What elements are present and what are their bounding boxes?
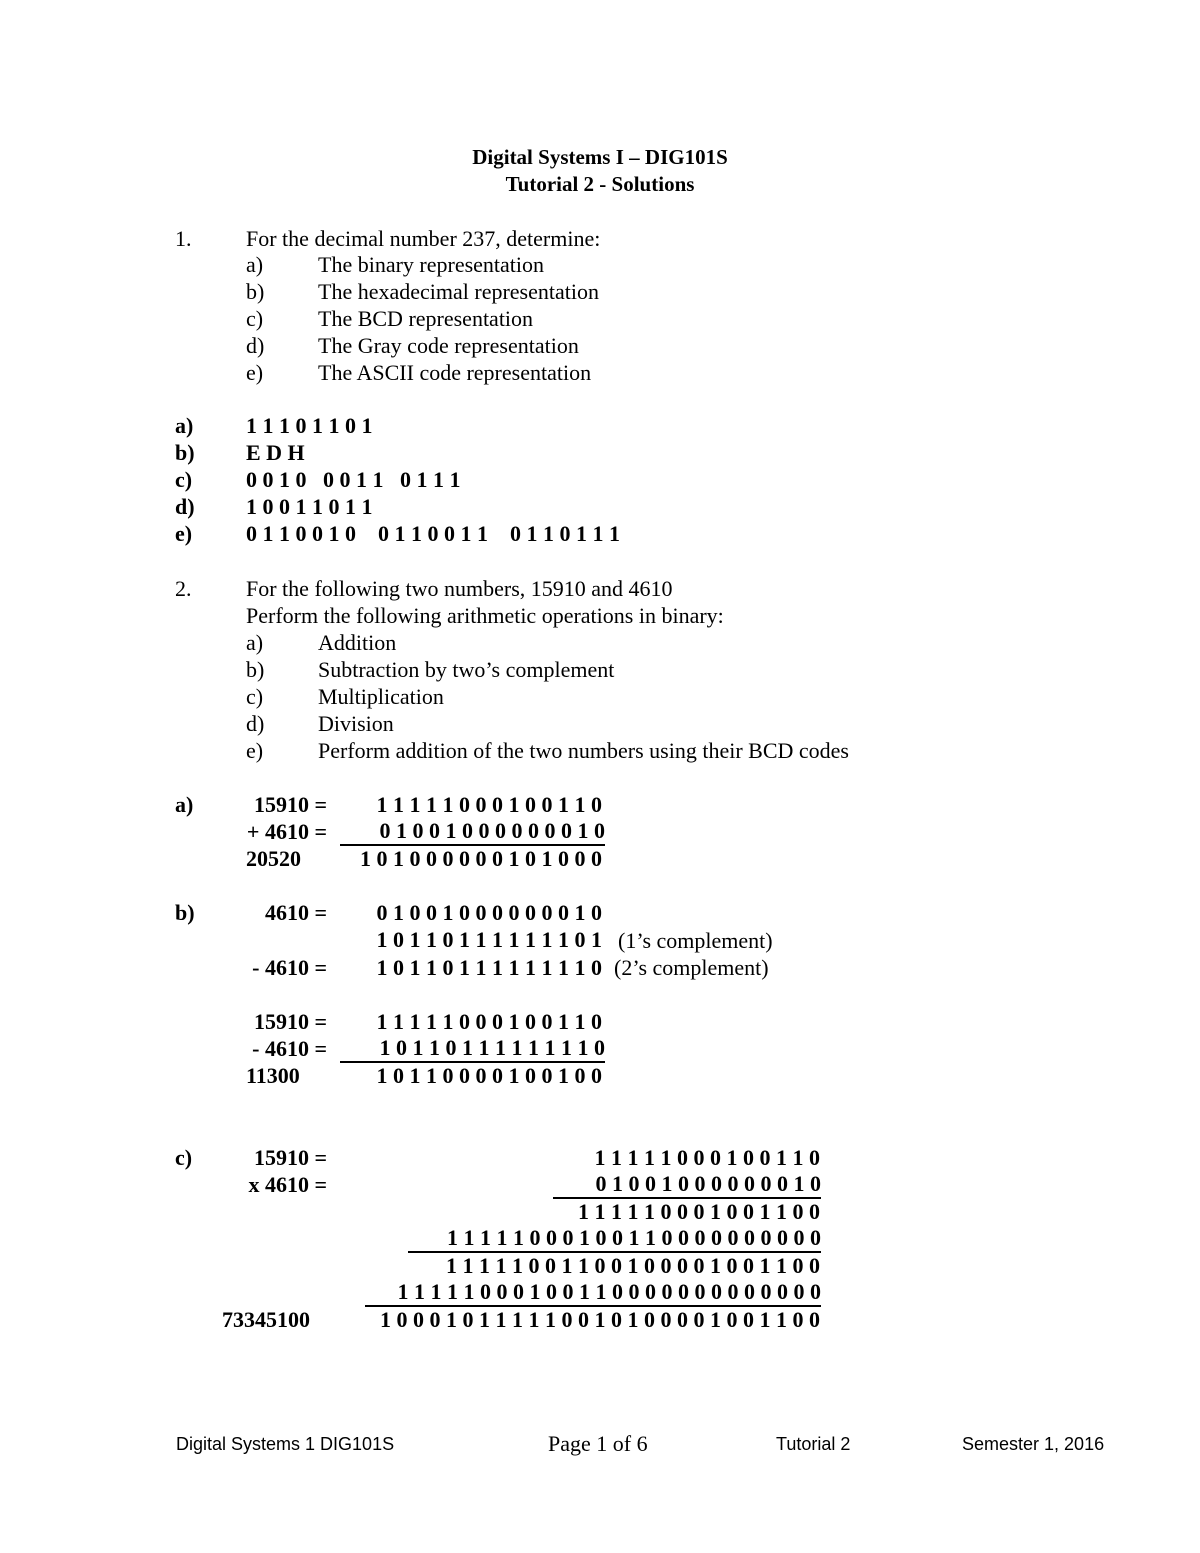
partial-product-row: 1 1 1 1 1 0 0 1 1 0 0 1 0 0 0 0 1 0 0 1 1 0 0: [446, 1253, 820, 1278]
binary-row: 1 1 1 1 1 0 0 0 1 0 0 1 1 0: [594, 1145, 820, 1170]
binary-row: 1 1 1 1 1 0 0 0 1 0 0 1 1 0: [376, 792, 602, 817]
answer-value: 0 0 1 0 0 0 1 1 0 1 1 1: [246, 467, 461, 492]
binary-row-underlined: 0 1 0 0 1 0 0 0 0 0 0 0 1 0: [340, 818, 605, 846]
result-label: 11300: [246, 1063, 300, 1088]
part-text: Multiplication: [318, 684, 444, 709]
operand-label: x 4610 =: [248, 1172, 327, 1197]
part-label: e): [246, 738, 264, 763]
part-text: The hexadecimal representation: [318, 279, 599, 304]
operand-label: 15910 =: [253, 792, 327, 817]
footer-tutorial: Tutorial 2: [776, 1434, 851, 1454]
binary-result: 1 0 1 1 0 0 0 0 1 0 0 1 0 0: [376, 1063, 602, 1088]
operand-label: 4610 =: [264, 900, 327, 925]
binary-row: 1 1 1 1 1 0 0 0 1 0 0 1 1 0: [376, 1009, 602, 1034]
binary-result: 1 0 0 0 1 0 1 1 1 1 1 0 0 1 0 1 0 0 0 0 1 0 0 1 1 0 0: [380, 1307, 820, 1332]
binary-row-underlined: 1 0 1 1 0 1 1 1 1 1 1 1 1 0: [340, 1035, 605, 1063]
answer-value: E D H: [246, 440, 305, 465]
answer-value: 1 0 0 1 1 0 1 1: [246, 494, 373, 519]
answer-label: c): [175, 1145, 193, 1170]
part-text: Addition: [318, 630, 397, 655]
complement-note: (1’s complement): [618, 928, 773, 953]
answer-label: d): [175, 494, 195, 519]
footer-semester: Semester 1, 2016: [962, 1434, 1105, 1454]
part-text: Perform addition of the two numbers using their BCD codes: [318, 738, 849, 763]
part-text: Division: [318, 711, 394, 736]
part-label: a): [246, 252, 264, 277]
footer-course: Digital Systems 1 DIG101S: [176, 1434, 395, 1454]
part-label: c): [246, 306, 264, 331]
page-subtitle: Tutorial 2 - Solutions: [505, 172, 695, 196]
part-text: The BCD representation: [318, 306, 534, 331]
partial-product-row: 1 1 1 1 1 0 0 0 1 0 0 1 1 0 0: [578, 1199, 820, 1224]
partial-product-row: 1 1 1 1 1 0 0 0 1 0 0 1 1 0 0 0 0 0 0 0 0 0 0: [408, 1225, 821, 1253]
result-label: 73345100: [222, 1307, 310, 1332]
answer-label: a): [175, 792, 194, 817]
answer-label: a): [175, 413, 194, 438]
binary-row: 0 1 0 0 1 0 0 0 0 0 0 0 1 0: [376, 900, 602, 925]
answer-label: b): [175, 900, 195, 925]
operand-label: + 4610 =: [246, 819, 327, 844]
binary-row-underlined: 0 1 0 0 1 0 0 0 0 0 0 0 1 0: [553, 1171, 821, 1199]
complement-note: (2’s complement): [614, 955, 769, 980]
answer-value: 0 1 1 0 0 1 0 0 1 1 0 0 1 1 0 1 1 0 1 1 1: [246, 521, 620, 546]
part-label: d): [246, 333, 265, 358]
part-label: b): [246, 279, 265, 304]
answer-value: 1 1 1 0 1 1 0 1: [246, 413, 373, 438]
twos-complement-row: 1 0 1 1 0 1 1 1 1 1 1 1 1 0: [376, 955, 602, 980]
operand-label: 15910 =: [253, 1145, 327, 1170]
answer-label: c): [175, 467, 193, 492]
question-prompt: For the decimal number 237, determine:: [246, 226, 601, 251]
part-label: a): [246, 630, 264, 655]
page-title: Digital Systems I – DIG101S: [472, 145, 728, 169]
part-text: The binary representation: [318, 252, 545, 277]
part-label: e): [246, 360, 264, 385]
part-label: c): [246, 684, 264, 709]
part-text: The Gray code representation: [318, 333, 579, 358]
question-prompt: Perform the following arithmetic operations in binary:: [246, 603, 724, 628]
part-label: b): [246, 657, 265, 682]
part-text: The ASCII code representation: [318, 360, 592, 385]
answer-label: b): [175, 440, 195, 465]
operand-label: - 4610 =: [252, 1036, 327, 1061]
binary-result: 1 0 1 0 0 0 0 0 0 1 0 1 0 0 0: [360, 846, 602, 871]
footer-page-number: Page 1 of 6: [548, 1431, 648, 1456]
partial-product-row: 1 1 1 1 1 0 0 0 1 0 0 1 1 0 0 0 0 0 0 0 0 0 0 0 0 0: [365, 1279, 821, 1307]
ones-complement-row: 1 0 1 1 0 1 1 1 1 1 1 1 0 1: [376, 927, 602, 952]
part-label: d): [246, 711, 265, 736]
part-text: Subtraction by two’s complement: [318, 657, 615, 682]
operand-label: 15910 =: [253, 1009, 327, 1034]
question-number: 1.: [175, 226, 192, 251]
result-label: 20520: [246, 846, 301, 871]
operand-label: - 4610 =: [252, 955, 327, 980]
answer-label: e): [175, 521, 193, 546]
question-number: 2.: [175, 576, 192, 601]
question-prompt: For the following two numbers, 15910 and 4610: [246, 576, 673, 601]
